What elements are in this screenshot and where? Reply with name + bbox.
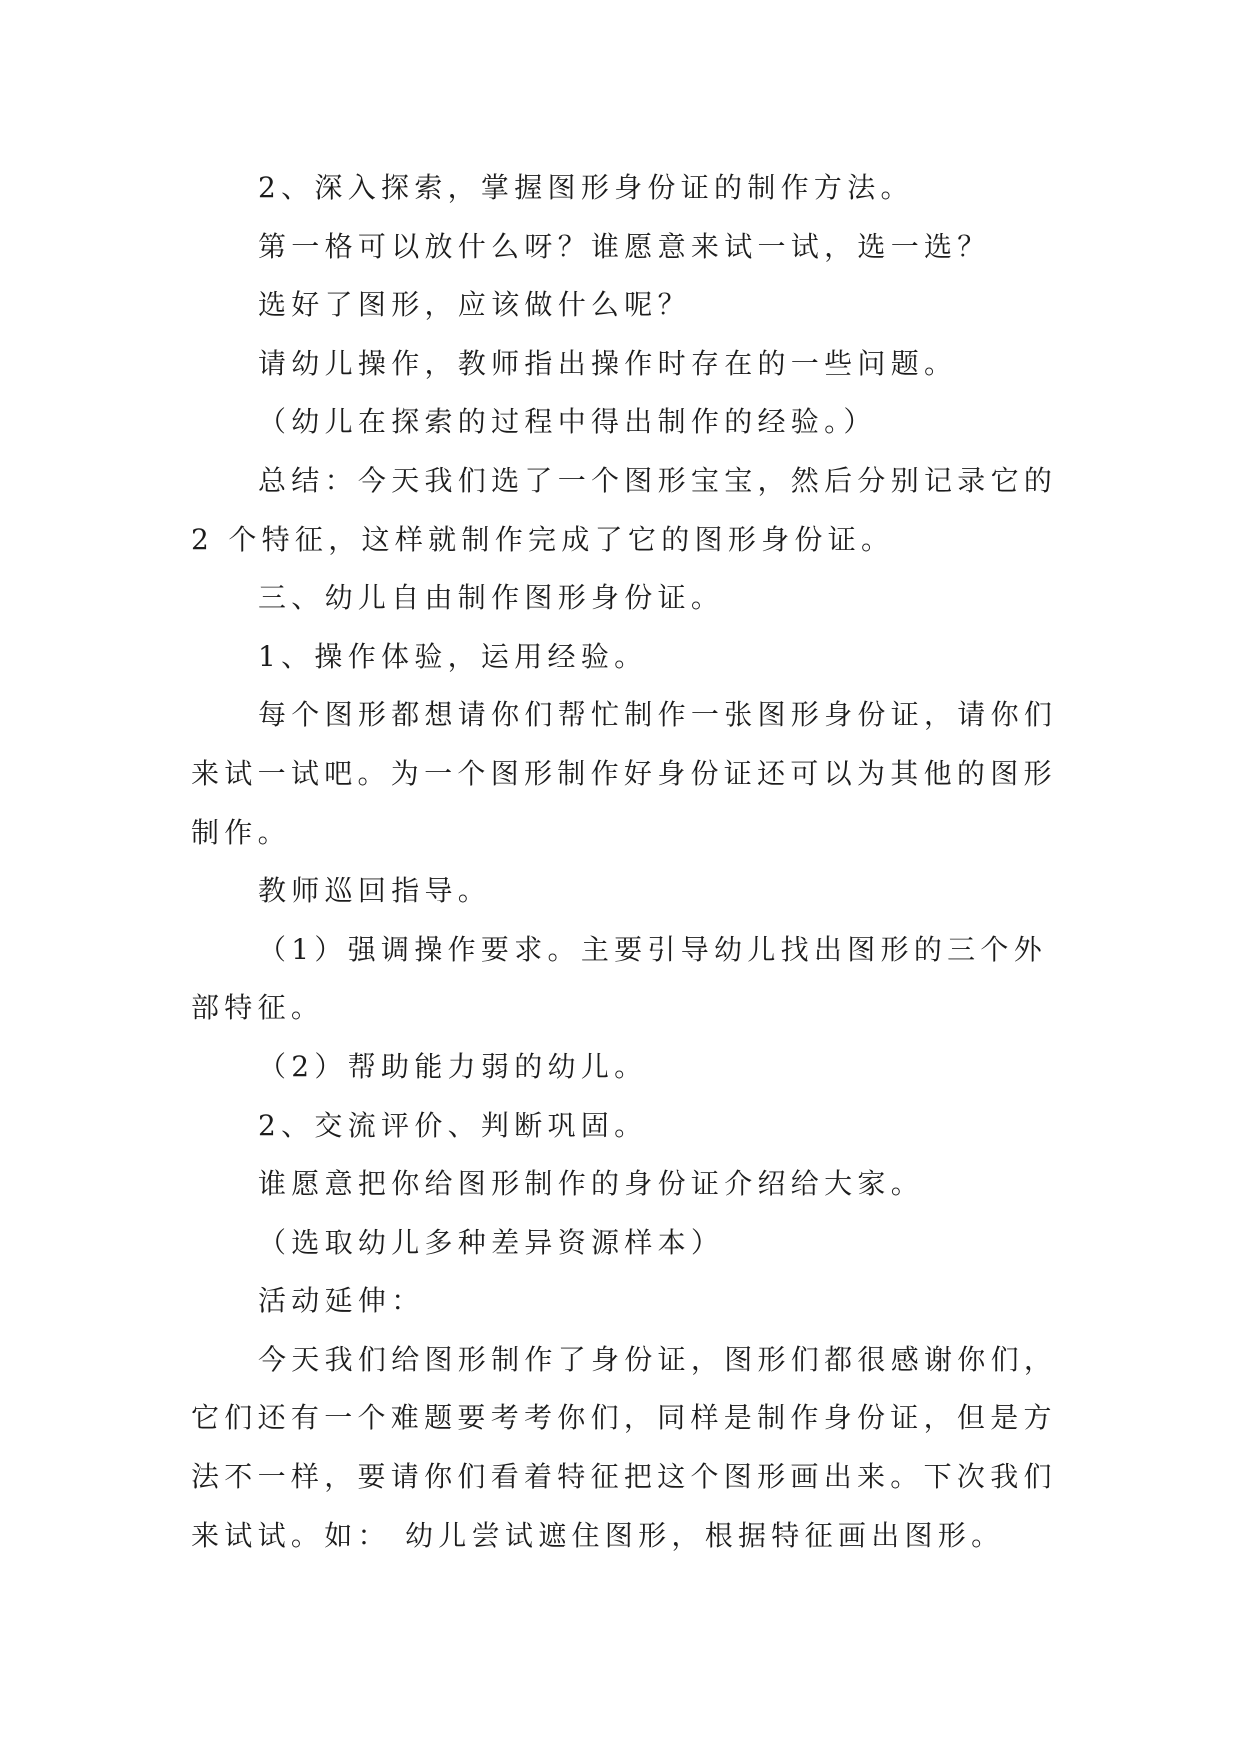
text-line: 1、操作体验，运用经验。 bbox=[258, 639, 648, 673]
text-line: 法不一样，要请你们看着特征把这个图形画出来。下次我们 bbox=[191, 1460, 1057, 1494]
text-line: 制作。 bbox=[191, 815, 291, 849]
text-line: 2 个特征，这样就制作完成了它的图形身份证。 bbox=[191, 522, 895, 556]
text-line: 三、幼儿自由制作图形身份证。 bbox=[258, 581, 725, 615]
paragraph-step-2-evaluate bbox=[191, 1097, 1091, 1156]
section-heading-3 bbox=[191, 569, 1091, 628]
paragraph-extension-body bbox=[191, 1331, 1091, 1565]
paragraph-summary bbox=[191, 452, 1091, 569]
text-line: 来试一试吧。为一个图形制作好身份证还可以为其他的图形 bbox=[191, 756, 1057, 790]
paragraph-sample-note bbox=[191, 1214, 1091, 1273]
paragraph-first-cell-question bbox=[191, 218, 1091, 277]
text-line: 它们还有一个难题要考考你们，同样是制作身份证，但是方 bbox=[191, 1401, 1057, 1435]
paragraph-what-next-question bbox=[191, 276, 1091, 335]
paragraph-child-operation bbox=[191, 335, 1091, 394]
paragraph-item-1 bbox=[191, 921, 1091, 1038]
text-line: （2）帮助能力弱的幼儿。 bbox=[258, 1049, 648, 1083]
text-line: 教师巡回指导。 bbox=[258, 874, 492, 908]
paragraph-teacher-guidance bbox=[191, 862, 1091, 921]
text-line: 每个图形都想请你们帮忙制作一张图形身份证，请你们 bbox=[258, 698, 1058, 732]
text-line: （幼儿在探索的过程中得出制作的经验。） bbox=[258, 405, 877, 439]
paragraph-introduce-question bbox=[191, 1155, 1091, 1214]
paragraph-step-2-explore bbox=[191, 159, 1091, 218]
paragraph-extension-heading bbox=[191, 1272, 1091, 1331]
paragraph-step-1-practice bbox=[191, 628, 1091, 687]
text-line: 2、交流评价、判断巩固。 bbox=[258, 1108, 648, 1142]
paragraph-experience-note bbox=[191, 393, 1091, 452]
text-line: 2、深入探索，掌握图形身份证的制作方法。 bbox=[258, 171, 914, 204]
document-body bbox=[191, 159, 1091, 1565]
text-line: 今天我们给图形制作了身份证，图形们都很感谢你们， bbox=[258, 1342, 1058, 1376]
text-line: 部特征。 bbox=[191, 991, 325, 1025]
text-line: 谁愿意把你给图形制作的身份证介绍给大家。 bbox=[258, 1167, 925, 1201]
text-line: 请幼儿操作，教师指出操作时存在的一些问题。 bbox=[258, 346, 958, 380]
text-line: （选取幼儿多种差异资源样本） bbox=[258, 1225, 725, 1259]
text-line: 来试试。如： 幼儿尝试遮住图形，根据特征画出图形。 bbox=[191, 1518, 1005, 1552]
text-line: （1）强调操作要求。主要引导幼儿找出图形的三个外 bbox=[258, 932, 1048, 966]
text-line: 活动延伸： bbox=[258, 1284, 425, 1318]
text-line: 第一格可以放什么呀？谁愿意来试一试，选一选？ bbox=[258, 229, 991, 263]
text-line: 总结：今天我们选了一个图形宝宝，然后分别记录它的 bbox=[258, 463, 1058, 497]
paragraph-item-2 bbox=[191, 1038, 1091, 1097]
text-line: 选好了图形，应该做什么呢？ bbox=[258, 288, 691, 322]
paragraph-every-shape bbox=[191, 686, 1091, 862]
